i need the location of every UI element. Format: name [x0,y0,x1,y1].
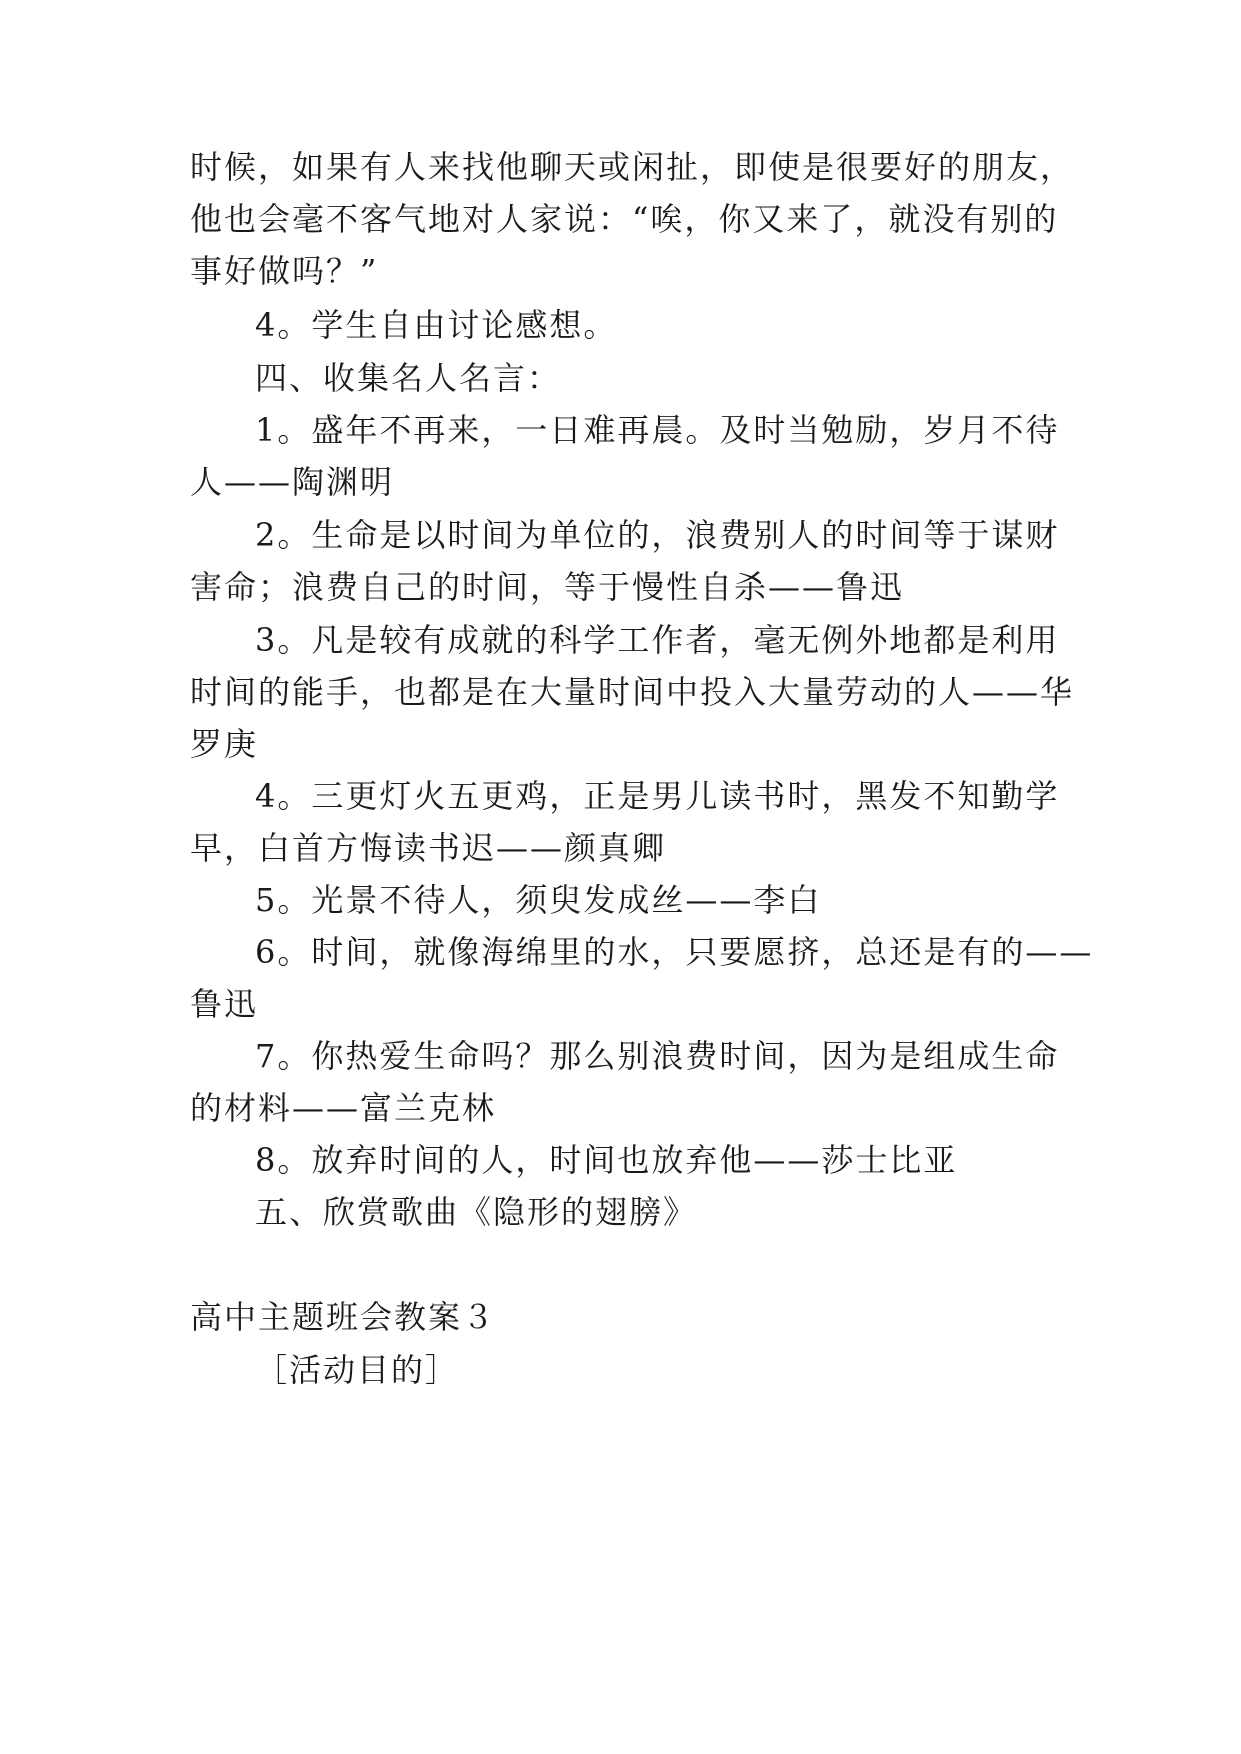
quote-2-line2: 害命；浪费自己的时间，等于慢性自杀——鲁迅 [190,568,905,606]
quote-1-line2: 人——陶渊明 [190,463,395,501]
quote-3-line2: 时间的能手，也都是在大量时间中投入大量劳动的人——华 [190,673,1075,711]
paragraph-line: 他也会毫不客气地对人家说：“唉，你又来了，就没有别的 [190,200,1059,238]
quote-4-line2: 早，白首方悔读书迟——颜真卿 [190,829,667,867]
quote-8-line1: 8。放弃时间的人，时间也放弃他——莎士比亚 [255,1141,958,1179]
quote-6-line1: 6。时间，就像海绵里的水，只要愿挤，总还是有的—— [255,933,1094,971]
paragraph-line: 事好做吗？” [190,252,379,290]
section-heading: 五、欣赏歌曲《隐形的翅膀》 [255,1193,698,1231]
quote-3-line3: 罗庚 [190,725,259,763]
subsection-heading: ［活动目的］ [255,1351,460,1389]
quote-2-line1: 2。生命是以时间为单位的，浪费别人的时间等于谋财 [255,516,1060,554]
quote-6-line2: 鲁迅 [190,985,259,1023]
document-title: 高中主题班会教案３ [190,1298,497,1336]
section-heading: 四、收集名人名言： [255,359,562,397]
quote-7-line2: 的材料——富兰克林 [190,1089,497,1127]
quote-1-line1: 1。盛年不再来，一日难再晨。及时当勉励，岁月不待 [255,411,1060,449]
discussion-item: 4。学生自由讨论感想。 [255,306,618,344]
paragraph-line: 时候，如果有人来找他聊天或闲扯，即使是很要好的朋友， [190,148,1075,186]
quote-5-line1: 5。光景不待人，须臾发成丝——李白 [255,881,822,919]
quote-4-line1: 4。三更灯火五更鸡，正是男儿读书时，黑发不知勤学 [255,777,1060,815]
quote-7-line1: 7。你热爱生命吗？那么别浪费时间，因为是组成生命 [255,1037,1060,1075]
quote-3-line1: 3。凡是较有成就的科学工作者，毫无例外地都是利用 [255,621,1060,659]
